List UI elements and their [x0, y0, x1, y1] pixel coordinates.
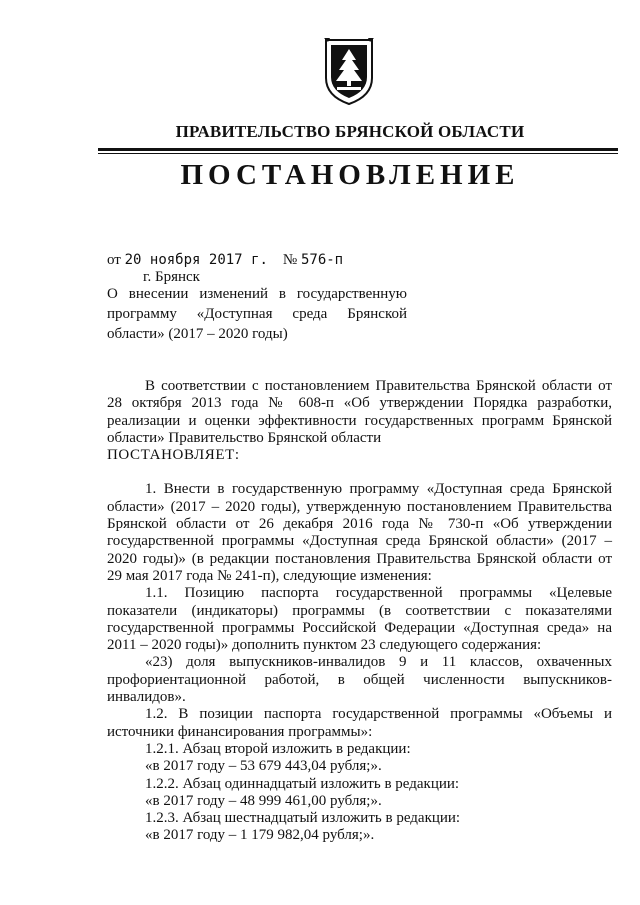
subject-line: области» (2017 – 2020 годы) — [107, 326, 288, 342]
header-rule-thin — [98, 153, 618, 154]
document-body — [107, 378, 612, 845]
item-1-2-2-quote: «в 2017 году – 48 999 461,00 рубля;». — [145, 792, 382, 809]
item-1-1-quote: «23) доля выпускников-инвалидов 9 и 11 классов, охваченных профориентационной работой, в общей численности выпускников-инвалидов». — [107, 654, 612, 706]
date-prefix: от — [107, 252, 121, 268]
date-value: 20 ноября 2017 г. — [124, 252, 268, 268]
header-rule-thick — [98, 148, 618, 151]
bryansk-coat-of-arms-icon — [322, 34, 376, 106]
preamble-paragraph: В соответствии с постановлением Правительства Брянской области от 28 октября 2013 года № 608-п «Об утверждении Порядка разработки, реализации и оценки эффективности государственных программ Брянской области» Правительство Брянской области — [107, 378, 612, 446]
number-value: 576-п — [300, 252, 344, 268]
item-1-2-3-quote: «в 2017 году – 1 179 982,04 рубля;». — [145, 827, 375, 844]
number-prefix: № — [282, 252, 298, 268]
city: г. Брянск — [143, 269, 200, 285]
decree-word: ПОСТАНОВЛЯЕТ: — [107, 447, 240, 464]
item-1-1-paragraph: 1.1. Позицию паспорта государственной программы «Целевые показатели (индикаторы) программы (в соответствии с показателями государственной программы Российской Федерации «Доступная среда» на 2011 – 2020 годы)» дополнить пунктом 23 следующего содержания: — [107, 585, 612, 654]
document-type-title: ПОСТАНОВЛЕНИЕ — [180, 159, 520, 191]
item-1-2-3-paragraph: 1.2.3. Абзац шестнадцатый изложить в редакции: — [145, 810, 461, 827]
government-name: ПРАВИТЕЛЬСТВО БРЯНСКОЙ ОБЛАСТИ — [175, 122, 525, 141]
item-1-2-1-paragraph: 1.2.1. Абзац второй изложить в редакции: — [145, 740, 411, 757]
date-number-line — [107, 252, 343, 269]
item-1-paragraph: 1. Внести в государственную программу «Доступная среда Брянской области» (2017 – 2020 годы), утвержденную постановлением Правительства Брянской области от 26 декабря 2016 года № 730-п «Об утверждении государственной программы «Доступная среда Брянской области» (2017 – 2020 годы)» (в редакции постановления Правительства Брянской области от 29 мая 2017 года № 241-п), следующие изменения: — [107, 481, 612, 584]
subject-line: О внесении изменений в государственную — [107, 286, 407, 302]
subject-line: программу «Доступная среда Брянской — [107, 306, 407, 322]
item-1-2-2-paragraph: 1.2.2. Абзац одиннадцатый изложить в редакции: — [145, 775, 460, 792]
item-1-2-1-quote: «в 2017 году – 53 679 443,04 рубля;». — [145, 758, 382, 775]
subject-block — [107, 284, 407, 344]
item-1-2-paragraph: 1.2. В позиции паспорта государственной программы «Объемы и источники финансирования программы»: — [107, 706, 612, 740]
